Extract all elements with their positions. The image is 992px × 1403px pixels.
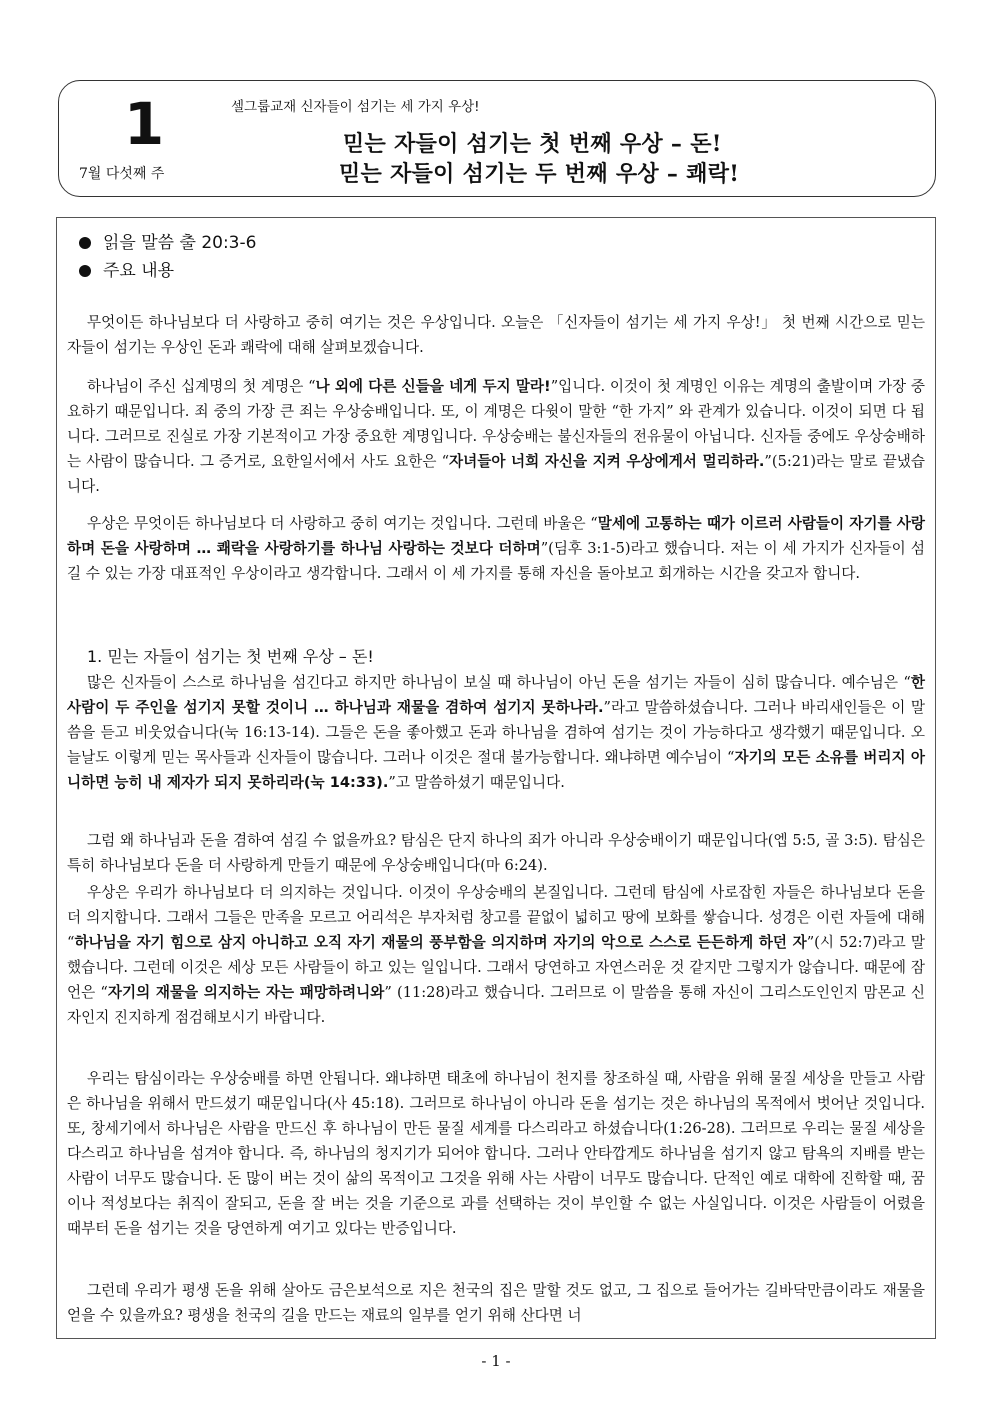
lesson-header — [58, 80, 936, 197]
bold-quote: 하나님을 자기 힘으로 삼지 아니하고 오직 자기 재물의 풍부함을 의지하며 자기의 악으로 스스로 든든하게 하던 자 — [74, 934, 807, 951]
week-label: 7월 다섯째 주 — [79, 166, 165, 182]
lesson-number: 1 — [123, 90, 165, 158]
paragraph-heaven: 그런데 우리가 평생 돈을 위해 살아도 금은보석으로 지은 천국의 집은 말할 것도 없고, 그 집으로 들어가는 길바닥만큼이라도 재물을 얻을 수 있을까요? 평생을 천국의 길을 만드는 재료의 일부를 얻기 위해 산다면 너 — [67, 1282, 925, 1324]
paragraph-greed: 그럼 왜 하나님과 돈을 겸하여 섬길 수 없을까요? 탐심은 단지 하나의 죄가 아니라 우상숭배이기 때문입니다(엡 5:5, 골 3:5). 탐심은 특히 하나님보다 돈을 더 사랑하게 만들기 때문에 우상숭배입니다(마 6:24). — [67, 832, 925, 874]
bold-quote: 나 외에 다른 신들을 네게 두지 말라! — [315, 378, 551, 395]
summary-bullet — [79, 256, 174, 281]
bold-quote: 자녀들아 너희 자신을 지켜 우상에게서 멀리하라. — [449, 453, 765, 470]
bold-quote: 한 사람이 두 주인을 섬기지 못할 것이니 … 하나님과 재물을 겸하여 섬기지 못하나라. — [67, 674, 925, 716]
intro-paragraph: 무엇이든 하나님보다 더 사랑하고 중히 여기는 것은 우상입니다. 오늘은 「신자들이 섬기는 세 가지 우상!」 첫 번째 시간으로 믿는 자들이 섬기는 우상인 돈과 쾌락에 대해 살펴보겠습니다. — [67, 314, 925, 356]
bullet-icon — [79, 237, 91, 249]
reading-text: 읽을 말씀 출 20:3-6 — [103, 233, 257, 253]
bold-quote: 자기의 재물을 의지하는 자는 패망하려니와 — [107, 984, 385, 1001]
section-heading: 1. 믿는 자들이 섬기는 첫 번째 우상 – 돈! — [87, 647, 374, 666]
lesson-title-2: 믿는 자들이 섬기는 두 번째 우상 – 쾌락! — [339, 161, 740, 187]
bullet-icon — [79, 265, 91, 277]
paragraph-reliance: 우상은 우리가 하나님보다 더 의지하는 것입니다. 이것이 우상숭배의 본질입니다. 그런데 탐심에 사로잡힌 자들은 하나님보다 돈을 더 의지합니다. 그래서 그들은 만족을 모르고 어리석은 부자처럼 창고를 끝없이 넓히고 땅에 보화를 쌓습니다. 성경은 이런 자들에 대해 “하나님을 자기 힘으로 삼지 아니하고 오직 자기 재물의 풍부함을 의지하며 자기의 악으로 스스로 든든하게 하던 자”(시 52:7)라고 말했습니다. 그런데 이것은 세상 모든 사람들이 하고 있는 일입니다. 그래서 당연하고 자연스러운 것 같지만 그렇지가 않습니다. 때문에 잠언은 “자기의 재물을 의지하는 자는 패망하려니와” (11:28)라고 했습니다. 그러므로 이 말씀을 통해 자신이 그리스도인인지 맘몬교 신자인지 진지하게 점검해보시기 바랍니다. — [67, 884, 925, 1026]
content-box — [56, 217, 936, 1339]
summary-text: 주요 내용 — [103, 261, 175, 281]
page-number: - 1 - — [481, 1352, 511, 1370]
paragraph-idols-definition: 우상은 무엇이든 하나님보다 더 사랑하고 중히 여기는 것입니다. 그런데 바울은 “말세에 고통하는 때가 이르러 사람들이 자기를 사랑하며 돈을 사랑하며 … 쾌락을 사랑하기를 하나님 사랑하는 것보다 더하며”(딤후 3:1-5)라고 했습니다. 저는 이 세 가지가 신자들이 섬길 수 있는 가장 대표적인 우상이라고 생각합니다. 그래서 이 세 가지를 통해 자신을 돌아보고 회개하는 시간을 갖고자 합니다. — [67, 515, 925, 582]
paragraph-two-masters: 많은 신자들이 스스로 하나님을 섬긴다고 하지만 하나님이 보실 때 하나님이 아닌 돈을 섬기는 자들이 심히 많습니다. 예수님은 “한 사람이 두 주인을 섬기지 못할 것이니 … 하나님과 재물을 겸하여 섬기지 못하나라.”라고 말씀하셨습니다. 그러나 바리새인들은 이 말씀을 듣고 비웃었습니다(눅 16:13-14). 그들은 돈을 좋아했고 돈과 하나님을 겸하여 섬기는 것이 가능하다고 생각했기 때문입니다. 오늘날도 이렇게 믿는 목사들과 신자들이 많습니다. 그러나 이것은 절대 불가능합니다. 왜냐하면 예수님이 “자기의 모든 소유를 버리지 아니하면 능히 내 제자가 되지 못하리라(눅 14:33).”고 말씀하셨기 때문입니다. — [67, 674, 925, 791]
paragraph-stewardship: 우리는 탐심이라는 우상숭배를 하면 안됩니다. 왜냐하면 태초에 하나님이 천지를 창조하실 때, 사람을 위해 물질 세상을 만들고 사람은 하나님을 위해서 만드셨기 때문입니다(사 45:18). 그러므로 하나님이 아니라 돈을 섬기는 것은 하나님의 목적에서 벗어난 것입니다. 또, 창세기에서 하나님은 사람을 만드신 후 하나님이 만든 물질 세계를 다스리라고 하셨습니다(1:26-28). 그러므로 우리는 물질 세상을 다스리고 하나님을 섬겨야 합니다. 즉, 하나님의 청지기가 되어야 합니다. 그러나 안타깝게도 하나님을 섬기지 않고 탐욕의 지배를 받는 사람이 너무도 많습니다. 돈 많이 버는 것이 삶의 목적이고 그것을 위해 사는 사람이 너무도 많습니다. 단적인 예로 대학에 진학할 때, 꿈이나 적성보다는 취직이 잘되고, 돈을 잘 버는 것을 기준으로 과를 선택하는 것이 부인할 수 없는 사실입니다. 이것은 사람들이 어렸을 때부터 돈을 섬기는 것을 당연하게 여기고 있다는 반증입니다. — [67, 1070, 925, 1237]
lesson-title-1: 믿는 자들이 섬기는 첫 번째 우상 – 돈! — [343, 131, 722, 157]
paragraph-first-commandment: 하나님이 주신 십계명의 첫 계명은 “나 외에 다른 신들을 네게 두지 말라!”입니다. 이것이 첫 계명인 이유는 계명의 출발이며 가장 중요하기 때문입니다. 죄 중의 가장 큰 죄는 우상숭배입니다. 또, 이 계명은 다윗이 말한 “한 가지” 와 관계가 있습니다. 이것이 되면 다 됩니다. 그러므로 진실로 가장 기본적이고 가장 중요한 계명입니다. 우상숭배는 불신자들의 전유물이 아닙니다. 신자들 중에도 우상숭배하는 사람이 많습니다. 그 증거로, 요한일서에서 사도 요한은 “자녀들아 너희 자신을 지켜 우상에게서 멀리하라.”(5:21)라는 말로 끝냈습니다. — [67, 378, 925, 495]
bold-quote: 말세에 고통하는 때가 이르러 사람들이 자기를 사랑하며 돈을 사랑하며 … 쾌락을 사랑하기를 하나님 사랑하는 것보다 더하며 — [67, 515, 925, 557]
series-title: 셀그룹교재 신자들이 섬기는 세 가지 우상! — [231, 99, 480, 115]
bold-quote: 자기의 모든 소유를 버리지 아니하면 능히 내 제자가 되지 못하리라(눅 14:33). — [67, 749, 925, 791]
reading-bullet — [79, 228, 256, 253]
